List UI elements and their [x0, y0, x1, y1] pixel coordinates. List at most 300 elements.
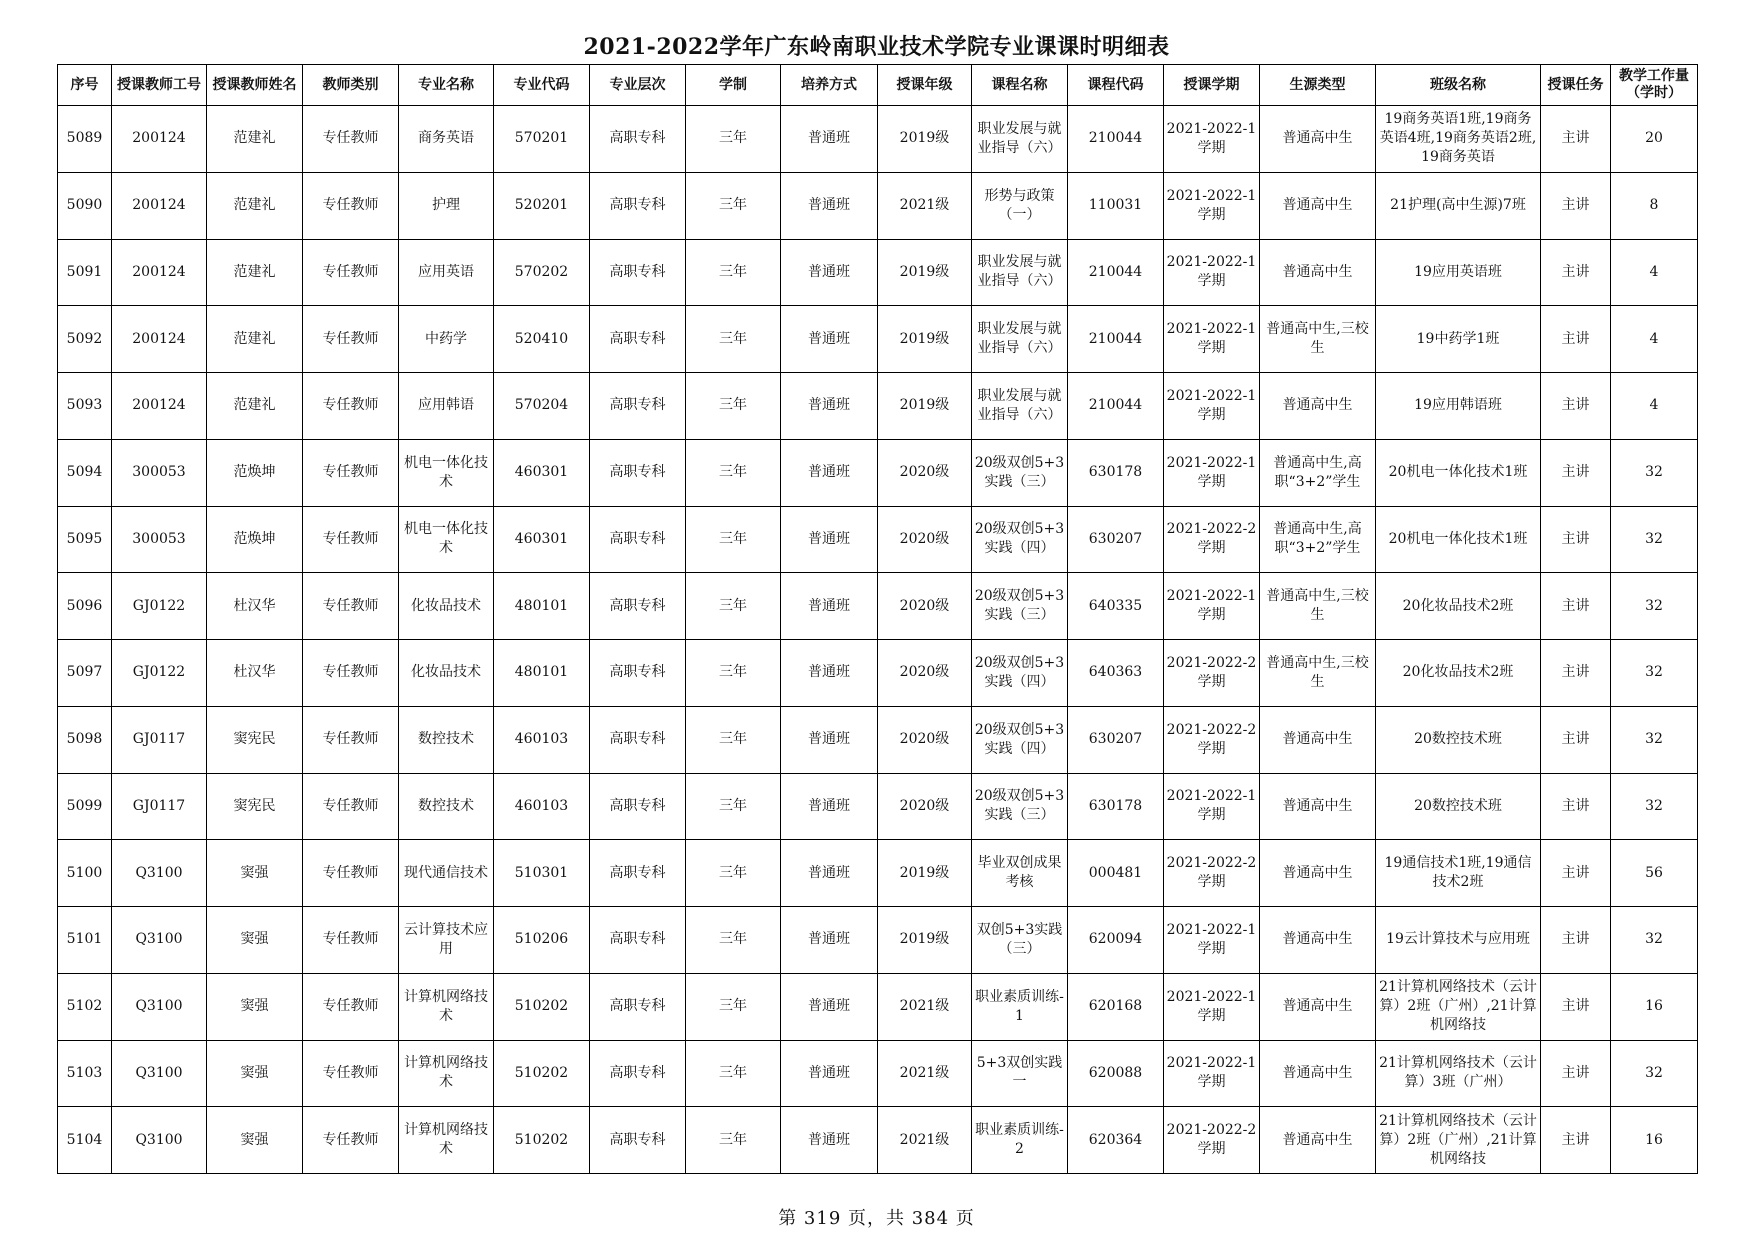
cell-text: 620168	[1088, 998, 1143, 1015]
cell-major-level	[590, 973, 686, 1040]
cell-semester	[1164, 973, 1260, 1040]
cell-text: 窦强	[240, 1064, 269, 1081]
cell-text: 19商务英语1班,19商务英语4班,19商务英语2班,19商务英语	[1379, 111, 1537, 166]
cell-text: 高职专科	[609, 530, 666, 547]
cell-workload	[1611, 973, 1698, 1040]
cell-text: 110031	[1088, 197, 1143, 214]
cell-seq	[58, 172, 112, 239]
cell-class-name	[1376, 306, 1541, 373]
cell-text: 普通高中生	[1282, 130, 1353, 147]
cell-major-name	[399, 773, 494, 840]
cell-task	[1541, 439, 1611, 506]
cell-grade	[878, 973, 972, 1040]
cell-text: 8	[1649, 197, 1659, 214]
cell-text: 2021-2022-1学期	[1166, 321, 1257, 357]
cell-text: 2021-2022-1学期	[1166, 120, 1257, 156]
cell-text: 210044	[1088, 397, 1143, 414]
cell-major-code	[494, 907, 590, 974]
cell-seq	[58, 306, 112, 373]
cell-teacher-type	[303, 306, 399, 373]
cell-text: 480101	[514, 597, 569, 614]
cell-text: 双创5+3实践（三）	[976, 921, 1063, 957]
cell-major-level	[590, 106, 686, 173]
cell-training-mode	[781, 1107, 878, 1174]
cell-text: 高职专科	[609, 1131, 666, 1148]
cell-text: 专任教师	[322, 597, 379, 614]
header-col-teacher-type: 教师类别	[303, 65, 399, 106]
cell-text: 2020级	[899, 464, 950, 481]
cell-text: 三年	[719, 664, 747, 681]
cell-major-code	[494, 439, 590, 506]
cell-course-name	[972, 573, 1068, 640]
cell-text: 职业素质训练-2	[975, 1122, 1064, 1158]
cell-major-level	[590, 773, 686, 840]
cell-seq	[58, 1107, 112, 1174]
cell-text: 000481	[1088, 864, 1143, 881]
cell-teacher-name	[207, 506, 303, 573]
cell-student-source	[1260, 1107, 1376, 1174]
cell-major-code	[494, 239, 590, 306]
cell-text: 高职专科	[609, 197, 666, 214]
cell-text: 三年	[719, 864, 747, 881]
cell-text: 主讲	[1561, 931, 1590, 948]
cell-text: 620364	[1088, 1131, 1143, 1148]
cell-text: 16	[1645, 998, 1663, 1015]
header-col-course-code: 课程代码	[1068, 65, 1164, 106]
cell-text: 普通高中生	[1282, 797, 1353, 814]
cell-major-code	[494, 840, 590, 907]
cell-class-name	[1376, 573, 1541, 640]
cell-grade	[878, 439, 972, 506]
cell-duration	[686, 172, 781, 239]
header-col-major-level: 专业层次	[590, 65, 686, 106]
cell-text: 5100	[66, 864, 103, 881]
cell-teacher-id	[112, 706, 207, 773]
cell-duration	[686, 506, 781, 573]
cell-text: 普通班	[808, 464, 850, 481]
cell-text: 范建礼	[233, 330, 276, 347]
cell-text: 三年	[719, 1064, 747, 1081]
cell-semester	[1164, 373, 1260, 440]
cell-duration	[686, 773, 781, 840]
cell-teacher-id	[112, 172, 207, 239]
cell-text: 2021-2022-1学期	[1166, 788, 1257, 824]
cell-task	[1541, 373, 1611, 440]
cell-text: 210044	[1088, 263, 1143, 280]
table-row	[58, 439, 1698, 506]
cell-text: 主讲	[1561, 464, 1590, 481]
cell-text: 2020级	[899, 797, 950, 814]
cell-class-name	[1376, 907, 1541, 974]
cell-text: 专任教师	[322, 664, 379, 681]
cell-text: 5096	[66, 597, 103, 614]
table-row	[58, 573, 1698, 640]
cell-text: 570204	[514, 397, 569, 414]
cell-text: 三年	[719, 1131, 747, 1148]
cell-text: 专任教师	[322, 797, 379, 814]
cell-teacher-name	[207, 573, 303, 640]
cell-text: 2021-2022-1学期	[1166, 588, 1257, 624]
cell-text: 56	[1645, 864, 1663, 881]
cell-text: 专任教师	[322, 731, 379, 748]
cell-workload	[1611, 1040, 1698, 1107]
cell-duration	[686, 640, 781, 707]
cell-text: 三年	[719, 263, 747, 280]
cell-grade	[878, 640, 972, 707]
cell-course-code	[1068, 773, 1164, 840]
cell-class-name	[1376, 1040, 1541, 1107]
cell-text: 三年	[719, 931, 747, 948]
cell-text: 普通班	[808, 263, 850, 280]
cell-grade	[878, 306, 972, 373]
cell-student-source	[1260, 573, 1376, 640]
cell-seq	[58, 506, 112, 573]
cell-text: 杜汉华	[233, 597, 276, 614]
cell-task	[1541, 773, 1611, 840]
cell-text: 主讲	[1561, 197, 1590, 214]
cell-task	[1541, 706, 1611, 773]
cell-text: 4	[1649, 397, 1659, 414]
cell-text: 20机电一体化技术1班	[1388, 464, 1528, 481]
cell-text: Q3100	[135, 931, 183, 948]
cell-text: 2021级	[899, 1064, 950, 1081]
cell-text: Q3100	[135, 864, 183, 881]
header-col-task: 授课任务	[1541, 65, 1611, 106]
cell-text: 5093	[66, 397, 103, 414]
cell-text: 5097	[66, 664, 103, 681]
cell-teacher-type	[303, 239, 399, 306]
cell-grade	[878, 239, 972, 306]
header-col-teacher-name: 授课教师姓名	[207, 65, 303, 106]
cell-text: 510202	[514, 1064, 569, 1081]
cell-text: 普通班	[808, 130, 850, 147]
cell-teacher-type	[303, 506, 399, 573]
cell-major-code	[494, 172, 590, 239]
cell-grade	[878, 907, 972, 974]
cell-training-mode	[781, 106, 878, 173]
cell-teacher-name	[207, 840, 303, 907]
cell-course-name	[972, 239, 1068, 306]
cell-seq	[58, 239, 112, 306]
cell-text: Q3100	[135, 1064, 183, 1081]
cell-seq	[58, 373, 112, 440]
cell-training-mode	[781, 306, 878, 373]
cell-text: 计算机网络技术	[404, 988, 488, 1024]
cell-text: 32	[1645, 1064, 1663, 1081]
cell-training-mode	[781, 706, 878, 773]
cell-text: 2021级	[899, 1131, 950, 1148]
cell-semester	[1164, 640, 1260, 707]
cell-text: 专任教师	[322, 263, 379, 280]
cell-student-source	[1260, 706, 1376, 773]
cell-major-level	[590, 306, 686, 373]
cell-text: 普通班	[808, 931, 850, 948]
cell-course-name	[972, 106, 1068, 173]
cell-text: 32	[1645, 597, 1663, 614]
cell-teacher-name	[207, 373, 303, 440]
cell-duration	[686, 1107, 781, 1174]
cell-teacher-id	[112, 1040, 207, 1107]
cell-text: 32	[1645, 797, 1663, 814]
cell-teacher-name	[207, 439, 303, 506]
cell-workload	[1611, 506, 1698, 573]
cell-teacher-id	[112, 640, 207, 707]
cell-course-name	[972, 973, 1068, 1040]
cell-text: 20化妆品技术2班	[1402, 664, 1514, 681]
cell-course-code	[1068, 506, 1164, 573]
cell-text: 主讲	[1561, 664, 1590, 681]
cell-duration	[686, 973, 781, 1040]
header-col-class-name: 班级名称	[1376, 65, 1541, 106]
cell-text: 职业发展与就业指导（六）	[977, 387, 1062, 423]
cell-major-name	[399, 973, 494, 1040]
cell-text: 5098	[66, 731, 103, 748]
cell-seq	[58, 907, 112, 974]
cell-text: 专任教师	[322, 397, 379, 414]
cell-semester	[1164, 1107, 1260, 1174]
cell-grade	[878, 573, 972, 640]
cell-course-code	[1068, 706, 1164, 773]
cell-teacher-name	[207, 773, 303, 840]
cell-class-name	[1376, 840, 1541, 907]
cell-student-source	[1260, 106, 1376, 173]
cell-course-name	[972, 706, 1068, 773]
cell-major-level	[590, 840, 686, 907]
cell-grade	[878, 172, 972, 239]
table-row	[58, 106, 1698, 173]
cell-text: 普通班	[808, 397, 850, 414]
cell-text: 20级双创5+3实践（三）	[974, 454, 1065, 490]
cell-text: 三年	[719, 597, 747, 614]
cell-teacher-id	[112, 106, 207, 173]
cell-task	[1541, 907, 1611, 974]
table-row	[58, 1040, 1698, 1107]
cell-text: 主讲	[1561, 864, 1590, 881]
cell-duration	[686, 106, 781, 173]
cell-text: 5102	[66, 998, 103, 1015]
cell-text: 主讲	[1561, 797, 1590, 814]
cell-semester	[1164, 239, 1260, 306]
cell-text: 普通高中生	[1282, 263, 1353, 280]
cell-text: 2019级	[899, 864, 950, 881]
cell-task	[1541, 1107, 1611, 1174]
cell-class-name	[1376, 973, 1541, 1040]
cell-text: 21护理(高中生源)7班	[1390, 197, 1526, 214]
cell-text: GJ0117	[132, 797, 186, 814]
cell-workload	[1611, 907, 1698, 974]
cell-major-name	[399, 306, 494, 373]
cell-teacher-id	[112, 573, 207, 640]
cell-text: 范焕坤	[233, 530, 276, 547]
cell-text: 普通班	[808, 330, 850, 347]
cell-text: 高职专科	[609, 664, 666, 681]
cell-text: 510206	[514, 931, 569, 948]
cell-text: 20数控技术班	[1414, 797, 1502, 814]
header-col-workload: 教学工作量（学时）	[1611, 65, 1698, 106]
cell-text: 护理	[432, 197, 460, 214]
cell-text: 2019级	[899, 330, 950, 347]
cell-duration	[686, 239, 781, 306]
cell-text: 2019级	[899, 931, 950, 948]
cell-text: 2021-2022-1学期	[1166, 921, 1257, 957]
cell-text: 主讲	[1561, 1064, 1590, 1081]
cell-teacher-name	[207, 306, 303, 373]
cell-teacher-name	[207, 907, 303, 974]
cell-class-name	[1376, 640, 1541, 707]
cell-major-code	[494, 106, 590, 173]
cell-training-mode	[781, 840, 878, 907]
cell-class-name	[1376, 373, 1541, 440]
cell-text: 窦宪民	[233, 797, 276, 814]
cell-text: 19应用韩语班	[1414, 397, 1502, 414]
cell-text: 机电一体化技术	[404, 521, 488, 557]
cell-workload	[1611, 239, 1698, 306]
cell-duration	[686, 439, 781, 506]
cell-text: 专任教师	[322, 1064, 379, 1081]
cell-workload	[1611, 373, 1698, 440]
cell-text: 普通高中生,高职“3+2”学生	[1273, 521, 1362, 557]
cell-teacher-type	[303, 573, 399, 640]
table-body	[58, 106, 1698, 1174]
cell-course-name	[972, 306, 1068, 373]
cell-text: 高职专科	[609, 998, 666, 1015]
cell-text: 210044	[1088, 130, 1143, 147]
cell-semester	[1164, 1040, 1260, 1107]
cell-text: 计算机网络技术	[404, 1122, 488, 1158]
cell-course-name	[972, 840, 1068, 907]
cell-workload	[1611, 439, 1698, 506]
cell-text: 专任教师	[322, 530, 379, 547]
cell-major-code	[494, 306, 590, 373]
cell-text: 专任教师	[322, 197, 379, 214]
cell-major-code	[494, 1107, 590, 1174]
cell-course-code	[1068, 172, 1164, 239]
cell-text: 范建礼	[233, 263, 276, 280]
cell-teacher-id	[112, 239, 207, 306]
table-row	[58, 840, 1698, 907]
cell-teacher-type	[303, 973, 399, 1040]
cell-text: 普通班	[808, 731, 850, 748]
cell-teacher-type	[303, 773, 399, 840]
cell-text: 5099	[66, 797, 103, 814]
cell-text: 高职专科	[609, 330, 666, 347]
cell-text: 520410	[514, 330, 569, 347]
cell-text: 20机电一体化技术1班	[1388, 530, 1528, 547]
cell-task	[1541, 306, 1611, 373]
cell-text: 2021级	[899, 998, 950, 1015]
cell-text: 20级双创5+3实践（四）	[974, 721, 1065, 757]
cell-text: 专任教师	[322, 998, 379, 1015]
cell-teacher-name	[207, 172, 303, 239]
cell-semester	[1164, 573, 1260, 640]
cell-course-code	[1068, 1107, 1164, 1174]
cell-text: 4	[1649, 330, 1659, 347]
table-row	[58, 973, 1698, 1040]
cell-task	[1541, 973, 1611, 1040]
cell-text: 三年	[719, 530, 747, 547]
cell-course-code	[1068, 840, 1164, 907]
cell-training-mode	[781, 573, 878, 640]
cell-major-code	[494, 506, 590, 573]
cell-text: 32	[1645, 664, 1663, 681]
cell-text: 2021-2022-1学期	[1166, 1055, 1257, 1091]
cell-task	[1541, 239, 1611, 306]
cell-text: 5+3双创实践一	[976, 1055, 1063, 1091]
cell-text: 200124	[132, 263, 186, 280]
cell-workload	[1611, 106, 1698, 173]
table-row	[58, 706, 1698, 773]
cell-text: 普通班	[808, 1064, 850, 1081]
cell-text: 职业发展与就业指导（六）	[977, 321, 1062, 357]
cell-text: 高职专科	[609, 731, 666, 748]
cell-workload	[1611, 840, 1698, 907]
cell-text: 510301	[514, 864, 569, 881]
cell-text: 20数控技术班	[1414, 731, 1502, 748]
cell-task	[1541, 506, 1611, 573]
cell-text: 300053	[132, 530, 186, 547]
cell-teacher-name	[207, 706, 303, 773]
cell-text: 高职专科	[609, 797, 666, 814]
cell-seq	[58, 439, 112, 506]
table-row	[58, 1107, 1698, 1174]
cell-text: 16	[1645, 1131, 1663, 1148]
cell-text: 主讲	[1561, 330, 1590, 347]
cell-teacher-id	[112, 439, 207, 506]
cell-semester	[1164, 106, 1260, 173]
cell-student-source	[1260, 439, 1376, 506]
cell-text: 19中药学1班	[1416, 330, 1500, 347]
cell-text: 普通高中生	[1282, 197, 1353, 214]
header-col-major-name: 专业名称	[399, 65, 494, 106]
cell-text: 窦宪民	[233, 731, 276, 748]
cell-text: 三年	[719, 197, 747, 214]
cell-teacher-name	[207, 640, 303, 707]
cell-text: 普通班	[808, 597, 850, 614]
cell-course-code	[1068, 1040, 1164, 1107]
cell-text: 范焕坤	[233, 464, 276, 481]
cell-text: 专任教师	[322, 864, 379, 881]
table-row	[58, 640, 1698, 707]
cell-text: 200124	[132, 197, 186, 214]
cell-teacher-type	[303, 1107, 399, 1174]
header-col-grade: 授课年级	[878, 65, 972, 106]
cell-text: 普通高中生,三校生	[1266, 654, 1369, 690]
cell-text: 460103	[514, 731, 569, 748]
cell-text: 300053	[132, 464, 186, 481]
cell-workload	[1611, 306, 1698, 373]
cell-major-name	[399, 239, 494, 306]
cell-major-level	[590, 1040, 686, 1107]
cell-text: 职业素质训练-1	[975, 988, 1064, 1024]
cell-text: 主讲	[1561, 397, 1590, 414]
header-col-major-code: 专业代码	[494, 65, 590, 106]
cell-text: 化妆品技术	[411, 597, 481, 614]
cell-duration	[686, 573, 781, 640]
cell-teacher-id	[112, 973, 207, 1040]
cell-major-level	[590, 907, 686, 974]
cell-teacher-type	[303, 439, 399, 506]
cell-text: 形势与政策（一）	[984, 187, 1055, 223]
cell-text: 普通高中生	[1282, 1064, 1353, 1081]
cell-text: 主讲	[1561, 597, 1590, 614]
header-col-course-name: 课程名称	[972, 65, 1068, 106]
cell-text: 主讲	[1561, 530, 1590, 547]
cell-major-level	[590, 1107, 686, 1174]
cell-course-name	[972, 1040, 1068, 1107]
cell-text: 云计算技术应用	[404, 921, 488, 957]
cell-major-name	[399, 640, 494, 707]
cell-text: 630207	[1088, 731, 1143, 748]
